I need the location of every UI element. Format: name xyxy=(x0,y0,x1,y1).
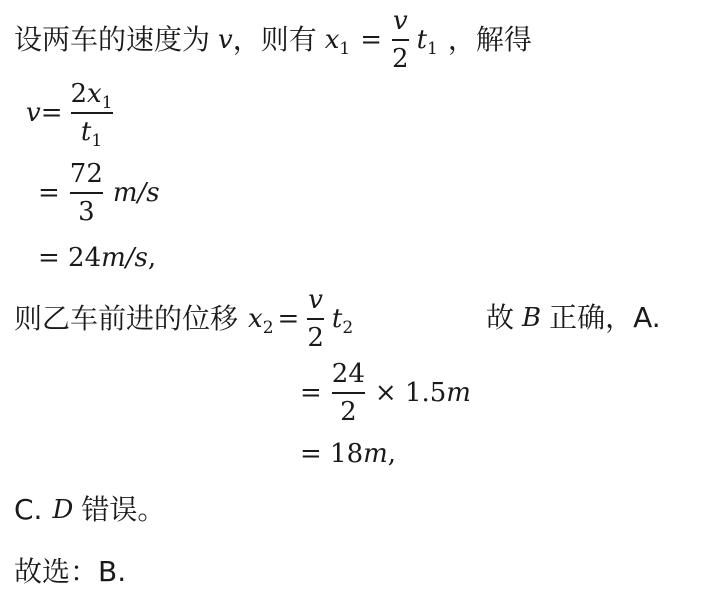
equals: = xyxy=(38,178,60,208)
unit: m/s xyxy=(112,178,160,208)
final-answer: 故选：B. xyxy=(14,555,127,588)
line-1-suffix: ，解得 xyxy=(447,23,532,56)
multiplier: × 1.5 xyxy=(374,378,447,408)
fraction-denominator: $t_1$ xyxy=(80,117,103,151)
equation-1-row-2 xyxy=(38,158,160,228)
fraction-numerator: 72 xyxy=(69,159,103,189)
var-x1: $x_1$ xyxy=(324,25,351,59)
fraction-numerator: 24 xyxy=(331,359,365,389)
equals: = xyxy=(300,378,322,408)
fraction-bar xyxy=(392,39,409,41)
conclusion-b-correct xyxy=(486,302,661,334)
fraction-numerator: v xyxy=(392,6,408,36)
line-4 xyxy=(14,556,126,588)
option-var: B xyxy=(522,303,542,333)
var-t1: $t_1$ xyxy=(416,25,438,59)
line-2-prefix: 则乙车前进的位移 xyxy=(14,302,239,335)
value: = 24 xyxy=(38,243,102,273)
equals: = xyxy=(360,25,383,55)
equation-2-row-2 xyxy=(300,438,396,470)
conclusion-text: 正确，A. xyxy=(549,301,661,334)
fraction-24-over-2 xyxy=(332,361,365,425)
fraction-denominator: 2 xyxy=(307,323,324,353)
equation-1-row-3 xyxy=(38,242,156,274)
fraction-denominator: 2 xyxy=(392,44,409,74)
equation-1-row-1 xyxy=(26,79,113,151)
fraction-bar xyxy=(307,318,324,320)
var-t2: $t_2$ xyxy=(331,304,354,338)
equals: = xyxy=(40,98,63,128)
value: = 18 xyxy=(300,439,364,469)
equation-2-row-1 xyxy=(300,358,471,428)
line-3-text: 错误。 xyxy=(81,493,166,526)
line-3 xyxy=(14,494,165,526)
fraction-numerator: $2x_1$ xyxy=(70,79,113,113)
line-1 xyxy=(14,6,532,74)
unit: m xyxy=(363,439,388,469)
punctuation: , xyxy=(387,439,397,469)
line-2 xyxy=(14,285,354,353)
lhs-v: v xyxy=(26,98,41,128)
option-var: D xyxy=(52,495,74,525)
fraction-numerator: v xyxy=(308,285,323,315)
fraction-2x1-over-t1 xyxy=(70,79,113,151)
fraction-denominator: 2 xyxy=(340,397,357,427)
fraction-v-over-2 xyxy=(392,8,409,72)
punctuation: , xyxy=(147,243,157,273)
equals: = xyxy=(277,304,300,334)
conclusion-prefix: 故 xyxy=(486,301,515,334)
unit: m xyxy=(446,378,471,408)
var-v: v xyxy=(218,25,233,55)
var-x2: $x_2$ xyxy=(248,304,274,338)
line-1-mid: ，则有 xyxy=(232,23,317,56)
fraction-denominator: 3 xyxy=(78,197,95,227)
fraction-bar xyxy=(70,192,103,194)
fraction-72-over-3 xyxy=(70,161,103,225)
line-1-prefix: 设两车的速度为 xyxy=(14,23,211,56)
fraction-v-over-2 xyxy=(307,287,324,351)
fraction-bar xyxy=(332,392,365,394)
option-label: C. xyxy=(14,493,43,526)
unit: m/s xyxy=(101,243,148,273)
